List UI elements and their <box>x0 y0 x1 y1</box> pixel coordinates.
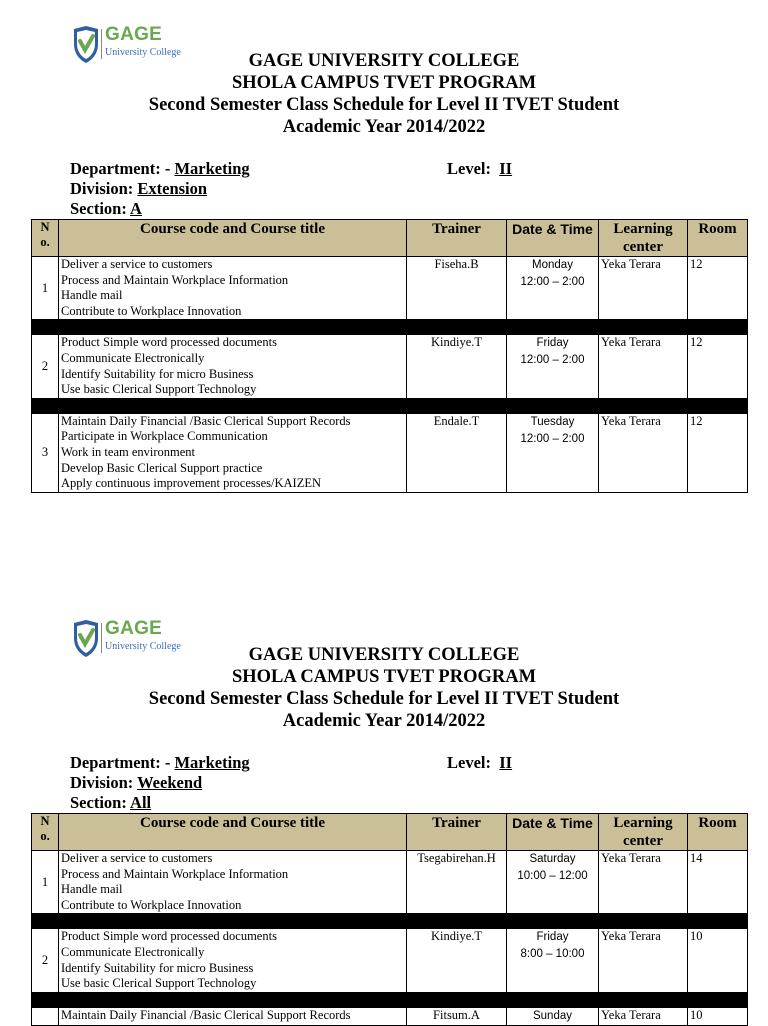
separator-bar <box>32 320 748 335</box>
table-header-row <box>32 814 748 851</box>
course-title: Participate in Workplace Communication <box>61 429 268 444</box>
table-row <box>32 1007 748 1025</box>
table-row <box>32 413 748 492</box>
department-value: Marketing <box>174 159 250 178</box>
course-title: Product Simple word processed documents <box>61 335 277 350</box>
heading-university: GAGE UNIVERSITY COLLEGE <box>248 51 520 71</box>
heading-university: GAGE UNIVERSITY COLLEGE <box>248 645 520 665</box>
trainer-name: Tsegabirehan.H <box>407 851 507 914</box>
level-value: II <box>499 159 513 178</box>
class-time: 12:00 – 2:00 <box>520 354 585 367</box>
logo-sub-text: University College <box>105 47 181 58</box>
department-line <box>70 753 250 773</box>
course-title: Contribute to Workplace Innovation <box>61 303 242 318</box>
course-list <box>59 1007 407 1025</box>
course-list <box>59 851 407 914</box>
section-line <box>70 793 151 813</box>
section-value: All <box>130 793 152 812</box>
course-title: Use basic Clerical Support Technology <box>61 382 257 397</box>
heading-campus: SHOLA CAMPUS TVET PROGRAM <box>231 73 537 93</box>
room-number: 10 <box>688 1007 748 1025</box>
course-title: Apply continuous improvement processes/KAIZEN <box>61 476 322 491</box>
class-day: Sunday <box>532 1009 572 1022</box>
course-list <box>59 413 407 492</box>
table-row <box>32 851 748 914</box>
room-number: 12 <box>688 257 748 320</box>
col-header-learning-center: Learning center <box>599 814 688 851</box>
schedule-table <box>31 219 748 493</box>
course-title: Contribute to Workplace Innovation <box>61 897 242 912</box>
course-title: Use basic Clerical Support Technology <box>61 976 257 991</box>
col-header-trainer: Trainer <box>407 814 507 851</box>
department-line <box>70 159 250 179</box>
separator-bar <box>32 992 748 1007</box>
row-separator <box>32 320 748 335</box>
learning-center: Yeka Terara <box>599 413 688 492</box>
room-number: 12 <box>688 335 748 398</box>
course-title: Develop Basic Clerical Support practice <box>61 460 263 475</box>
learning-center: Yeka Terara <box>599 1007 688 1025</box>
room-number: 10 <box>688 929 748 992</box>
learning-center: Yeka Terara <box>599 929 688 992</box>
level-label: Level: <box>447 159 491 178</box>
row-number: 1 <box>32 851 59 914</box>
col-header-room: Room <box>688 814 748 851</box>
trainer-name: Fitsum.A <box>407 1007 507 1025</box>
class-day: Monday <box>532 259 573 271</box>
separator-bar <box>32 398 748 413</box>
class-day: Friday <box>536 931 569 944</box>
division-value: Weekend <box>137 773 203 792</box>
class-day: Saturday <box>529 853 576 865</box>
table-row <box>32 335 748 398</box>
level-line <box>447 159 512 179</box>
col-header-course: Course code and Course title <box>59 220 407 257</box>
division-line <box>70 773 202 793</box>
course-list <box>59 335 407 398</box>
separator-bar <box>32 914 748 929</box>
section-label: Section: <box>70 793 127 812</box>
trainer-name: Fiseha.B <box>407 257 507 320</box>
heading-academic-year: Academic Year 2014/2022 <box>282 711 486 731</box>
section-line <box>70 199 142 219</box>
row-number: 2 <box>32 929 59 992</box>
course-title: Maintain Daily Financial /Basic Clerical Support Records <box>61 1007 351 1022</box>
section-value: A <box>130 199 142 218</box>
date-time <box>507 335 599 398</box>
course-title: Communicate Electronically <box>61 944 205 959</box>
department-label: Department: - <box>70 159 171 178</box>
course-title: Process and Maintain Workplace Information <box>61 272 289 287</box>
course-title: Maintain Daily Financial /Basic Clerical Support Records <box>61 413 351 428</box>
col-header-room: Room <box>688 220 748 257</box>
course-title: Work in team environment <box>61 444 196 459</box>
row-separator <box>32 992 748 1007</box>
trainer-name: Endale.T <box>407 413 507 492</box>
course-title: Product Simple word processed documents <box>61 929 277 944</box>
col-header-datetime: Date & Time <box>507 220 599 257</box>
table-row <box>32 257 748 320</box>
course-title: Deliver a service to customers <box>61 851 213 865</box>
row-number: 2 <box>32 335 59 398</box>
col-header-no: N o. <box>32 220 59 257</box>
level-line <box>447 753 512 773</box>
trainer-name: Kindiye.T <box>407 335 507 398</box>
col-header-no: N o. <box>32 814 59 851</box>
heading-semester: Second Semester Class Schedule for Level II TVET Student <box>148 689 620 709</box>
department-label: Department: - <box>70 753 171 772</box>
division-value: Extension <box>137 179 208 198</box>
course-title: Handle mail <box>61 288 123 303</box>
date-time <box>507 929 599 992</box>
room-number: 12 <box>688 413 748 492</box>
date-time <box>507 851 599 914</box>
division-line <box>70 179 207 199</box>
course-title: Identify Suitability for micro Business <box>61 366 254 381</box>
row-separator <box>32 914 748 929</box>
class-day: Tuesday <box>530 415 575 428</box>
course-list <box>59 929 407 992</box>
heading-academic-year: Academic Year 2014/2022 <box>282 117 486 137</box>
class-time: 12:00 – 2:00 <box>520 276 585 288</box>
row-number <box>32 1007 59 1025</box>
learning-center: Yeka Terara <box>599 335 688 398</box>
row-separator <box>32 398 748 413</box>
course-list <box>59 257 407 320</box>
course-title: Process and Maintain Workplace Information <box>61 866 289 881</box>
class-time: 8:00 – 10:00 <box>520 948 585 961</box>
heading-campus: SHOLA CAMPUS TVET PROGRAM <box>231 667 537 687</box>
course-title: Handle mail <box>61 882 123 897</box>
level-label: Level: <box>447 753 491 772</box>
department-value: Marketing <box>174 753 250 772</box>
class-time: 10:00 – 12:00 <box>517 870 588 882</box>
col-header-learning-center: Learning center <box>599 220 688 257</box>
class-day: Friday <box>536 337 569 350</box>
row-number: 3 <box>32 413 59 492</box>
division-label: Division: <box>70 179 134 198</box>
course-title: Communicate Electronically <box>61 350 205 365</box>
logo-brand-text: GAGE <box>105 618 163 639</box>
col-header-datetime: Date & Time <box>507 814 599 851</box>
table-row <box>32 929 748 992</box>
class-time: 12:00 – 2:00 <box>520 432 585 445</box>
room-number: 14 <box>688 851 748 914</box>
table-header-row <box>32 220 748 257</box>
section-label: Section: <box>70 199 127 218</box>
level-value: II <box>499 753 513 772</box>
row-number: 1 <box>32 257 59 320</box>
learning-center: Yeka Terara <box>599 851 688 914</box>
date-time <box>507 257 599 320</box>
schedule-table <box>31 813 748 1026</box>
learning-center: Yeka Terara <box>599 257 688 320</box>
course-title: Identify Suitability for micro Business <box>61 960 254 975</box>
date-time <box>507 1007 599 1025</box>
division-label: Division: <box>70 773 134 792</box>
col-header-trainer: Trainer <box>407 220 507 257</box>
logo-brand-text: GAGE <box>105 24 163 45</box>
logo-sub-text: University College <box>105 641 181 652</box>
date-time <box>507 413 599 492</box>
trainer-name: Kindiye.T <box>407 929 507 992</box>
course-title: Deliver a service to customers <box>61 257 213 271</box>
heading-semester: Second Semester Class Schedule for Level II TVET Student <box>148 95 620 115</box>
col-header-course: Course code and Course title <box>59 814 407 851</box>
